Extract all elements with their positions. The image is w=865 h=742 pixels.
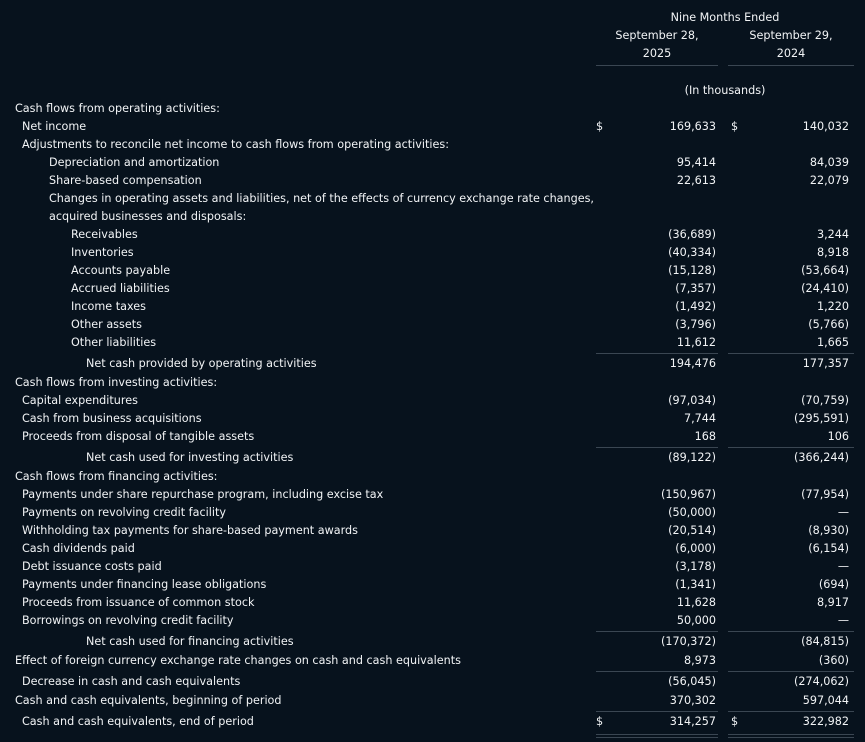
currency-symbol: $ bbox=[731, 120, 739, 133]
row-label: Accounts payable bbox=[71, 264, 171, 277]
value-2025: (1,492) bbox=[675, 300, 716, 313]
table-row bbox=[0, 410, 865, 428]
row-label: acquired businesses and disposals: bbox=[49, 210, 247, 223]
total-double-rule-col1 bbox=[596, 734, 718, 735]
table-row bbox=[0, 713, 865, 731]
value-2024: (295,591) bbox=[794, 412, 849, 425]
table-row bbox=[0, 244, 865, 262]
table-row bbox=[0, 540, 865, 558]
value-2025: 7,744 bbox=[683, 412, 716, 425]
period-header: Nine Months Ended bbox=[670, 11, 780, 24]
subtotal-rule-col2 bbox=[728, 671, 854, 672]
row-label: Receivables bbox=[71, 228, 138, 241]
value-2024: (5,766) bbox=[808, 318, 849, 331]
row-label: Adjustments to reconcile net income to cash flows from operating activities: bbox=[22, 138, 449, 151]
row-label: Payments under share repurchase program, including excise tax bbox=[22, 488, 384, 501]
value-2025: 168 bbox=[694, 430, 716, 443]
value-2025: 50,000 bbox=[676, 614, 716, 627]
value-2025: (170,372) bbox=[661, 635, 716, 648]
value-2024: 322,982 bbox=[802, 715, 849, 728]
value-2024: (366,244) bbox=[794, 451, 849, 464]
row-label: Cash flows from financing activities: bbox=[15, 470, 218, 483]
table-row bbox=[0, 136, 865, 154]
col2-header-line1: September 29, bbox=[749, 29, 833, 42]
table-row bbox=[0, 118, 865, 136]
table-row bbox=[0, 374, 865, 392]
value-2024: (8,930) bbox=[808, 524, 849, 537]
table-row bbox=[0, 355, 865, 373]
row-label: Payments under financing lease obligations bbox=[22, 578, 267, 591]
table-row bbox=[0, 612, 865, 630]
value-2024: — bbox=[837, 614, 849, 627]
value-2025: (36,689) bbox=[668, 228, 716, 241]
value-2025: (3,796) bbox=[675, 318, 716, 331]
table-row bbox=[0, 298, 865, 316]
table-row bbox=[0, 692, 865, 710]
value-2025: (50,000) bbox=[668, 506, 716, 519]
value-2024: (84,815) bbox=[801, 635, 849, 648]
col2-header-line2: 2024 bbox=[776, 47, 806, 60]
value-2024: (70,759) bbox=[801, 394, 849, 407]
currency-symbol: $ bbox=[596, 715, 604, 728]
row-label: Cash flows from investing activities: bbox=[15, 376, 218, 389]
value-2025: (56,045) bbox=[668, 675, 716, 688]
subtotal-rule-col2 bbox=[728, 447, 854, 448]
row-label: Income taxes bbox=[71, 300, 146, 313]
value-2024: 597,044 bbox=[802, 694, 849, 707]
row-label: Share-based compensation bbox=[49, 174, 202, 187]
table-row bbox=[0, 594, 865, 612]
value-2024: — bbox=[837, 560, 849, 573]
value-2024: 1,665 bbox=[816, 336, 849, 349]
row-label: Decrease in cash and cash equivalents bbox=[22, 675, 241, 688]
table-row bbox=[0, 504, 865, 522]
total-double-rule-col1 bbox=[596, 737, 718, 738]
subtotal-rule-col2 bbox=[728, 353, 854, 354]
value-2025: (150,967) bbox=[661, 488, 716, 501]
table-row bbox=[0, 154, 865, 172]
value-2024: (53,664) bbox=[801, 264, 849, 277]
value-2024: 3,244 bbox=[816, 228, 849, 241]
row-label: Cash and cash equivalents, beginning of period bbox=[15, 694, 282, 707]
table-row bbox=[0, 226, 865, 244]
subtotal-rule-col1 bbox=[596, 671, 718, 672]
row-label: Cash flows from operating activities: bbox=[15, 102, 220, 115]
row-label: Cash and cash equivalents, end of period bbox=[22, 715, 254, 728]
value-2025: (6,000) bbox=[675, 542, 716, 555]
value-2025: (97,034) bbox=[668, 394, 716, 407]
value-2024: — bbox=[837, 506, 849, 519]
value-2025: 314,257 bbox=[669, 715, 716, 728]
row-label: Proceeds from issuance of common stock bbox=[22, 596, 255, 609]
value-2024: 8,917 bbox=[816, 596, 849, 609]
row-label: Net cash provided by operating activities bbox=[86, 357, 317, 370]
currency-symbol: $ bbox=[731, 715, 739, 728]
total-double-rule-col2 bbox=[728, 737, 854, 738]
row-label: Net cash used for investing activities bbox=[86, 451, 294, 464]
value-2025: 370,302 bbox=[669, 694, 716, 707]
col1-header-line1: September 28, bbox=[615, 29, 699, 42]
table-row bbox=[0, 558, 865, 576]
value-2025: 11,628 bbox=[676, 596, 716, 609]
table-row bbox=[0, 576, 865, 594]
value-2024: 177,357 bbox=[802, 357, 849, 370]
col1-header-line2: 2025 bbox=[642, 47, 672, 60]
value-2025: 95,414 bbox=[676, 156, 716, 169]
value-2025: 11,612 bbox=[676, 336, 716, 349]
row-label: Inventories bbox=[71, 246, 134, 259]
table-row bbox=[0, 172, 865, 190]
value-2024: (274,062) bbox=[794, 675, 849, 688]
value-2024: 8,918 bbox=[816, 246, 849, 259]
row-label: Proceeds from disposal of tangible assets bbox=[22, 430, 255, 443]
row-label: Debt issuance costs paid bbox=[22, 560, 162, 573]
table-row bbox=[0, 468, 865, 486]
row-label: Cash from business acquisitions bbox=[22, 412, 202, 425]
value-2024: (694) bbox=[818, 578, 849, 591]
total-double-rule-col2 bbox=[728, 734, 854, 735]
subtotal-rule-col1 bbox=[596, 447, 718, 448]
table-row bbox=[0, 208, 865, 226]
row-label: Capital expenditures bbox=[22, 394, 138, 407]
table-row bbox=[0, 316, 865, 334]
value-2025: (1,341) bbox=[675, 578, 716, 591]
value-2025: (89,122) bbox=[668, 451, 716, 464]
table-row bbox=[0, 334, 865, 352]
value-2024: (360) bbox=[818, 654, 849, 667]
value-2024: 84,039 bbox=[809, 156, 849, 169]
row-label: Net cash used for financing activities bbox=[86, 635, 294, 648]
row-label: Depreciation and amortization bbox=[49, 156, 220, 169]
table-row bbox=[0, 262, 865, 280]
table-row bbox=[0, 522, 865, 540]
value-2025: (20,514) bbox=[668, 524, 716, 537]
subtotal-rule-col1 bbox=[596, 353, 718, 354]
row-label: Borrowings on revolving credit facility bbox=[22, 614, 234, 627]
value-2025: (7,357) bbox=[675, 282, 716, 295]
row-label: Changes in operating assets and liabilities, net of the effects of currency exchange rate changes, bbox=[49, 192, 594, 205]
value-2024: (6,154) bbox=[808, 542, 849, 555]
value-2025: 169,633 bbox=[669, 120, 716, 133]
table-row bbox=[0, 486, 865, 504]
units-label: (In thousands) bbox=[684, 84, 766, 97]
row-label: Withholding tax payments for share-based payment awards bbox=[22, 524, 358, 537]
row-label: Other assets bbox=[71, 318, 142, 331]
value-2024: 22,079 bbox=[809, 174, 849, 187]
header-rule-col1 bbox=[596, 65, 718, 66]
table-row bbox=[0, 100, 865, 118]
table-row bbox=[0, 428, 865, 446]
row-label: Effect of foreign currency exchange rate changes on cash and cash equivalents bbox=[15, 654, 461, 667]
table-row bbox=[0, 633, 865, 651]
value-2025: 194,476 bbox=[669, 357, 716, 370]
value-2024: 1,220 bbox=[816, 300, 849, 313]
row-label: Net income bbox=[22, 120, 87, 133]
value-2025: 22,613 bbox=[676, 174, 716, 187]
value-2025: 8,973 bbox=[683, 654, 716, 667]
subtotal-rule-col1 bbox=[596, 711, 718, 712]
row-label: Accrued liabilities bbox=[71, 282, 170, 295]
row-label: Other liabilities bbox=[71, 336, 157, 349]
table-row bbox=[0, 652, 865, 670]
table-row bbox=[0, 280, 865, 298]
table-row bbox=[0, 449, 865, 467]
subtotal-rule-col2 bbox=[728, 711, 854, 712]
table-row bbox=[0, 190, 865, 208]
value-2024: (77,954) bbox=[801, 488, 849, 501]
value-2024: 106 bbox=[827, 430, 849, 443]
value-2025: (40,334) bbox=[668, 246, 716, 259]
table-row bbox=[0, 673, 865, 691]
value-2024: (24,410) bbox=[801, 282, 849, 295]
currency-symbol: $ bbox=[596, 120, 604, 133]
table-row bbox=[0, 392, 865, 410]
subtotal-rule-col2 bbox=[728, 631, 854, 632]
subtotal-rule-col1 bbox=[596, 631, 718, 632]
row-label: Payments on revolving credit facility bbox=[22, 506, 226, 519]
row-label: Cash dividends paid bbox=[22, 542, 135, 555]
header-rule-col2 bbox=[728, 65, 854, 66]
value-2025: (3,178) bbox=[675, 560, 716, 573]
value-2024: 140,032 bbox=[802, 120, 849, 133]
value-2025: (15,128) bbox=[668, 264, 716, 277]
